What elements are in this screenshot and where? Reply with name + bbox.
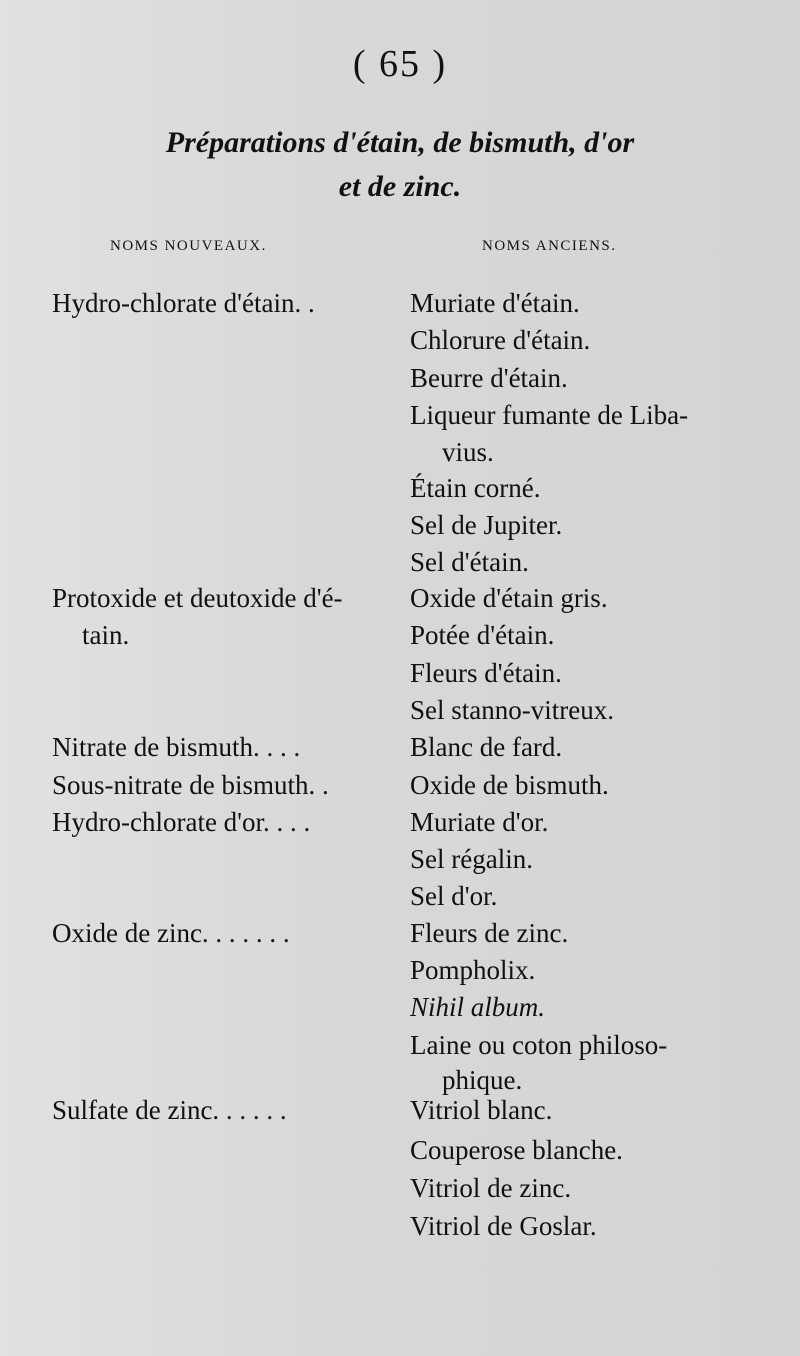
section-title-line-2: et de zinc. (338, 170, 462, 203)
section-title-line-1: Préparations d'étain, de bismuth, d'or (165, 126, 635, 159)
old-name-entry: Sel stanno-vitreux. (410, 695, 614, 725)
old-name-entry: Sel régalin. (410, 844, 533, 874)
old-name-entry: Oxide d'étain gris. (410, 583, 608, 613)
old-name-entry: Liqueur fumante de Liba- (410, 400, 689, 430)
new-name-entry-continuation: tain. (82, 620, 130, 650)
page-number: ( 65 ) (352, 43, 448, 85)
old-name-entry: Pompholix. (410, 955, 536, 985)
old-name-entry: Vitriol blanc. (410, 1095, 553, 1125)
new-name-entry: Protoxide et deutoxide d'é- (52, 583, 343, 613)
old-name-entry: Chlorure d'étain. (410, 325, 591, 355)
old-name-entry: Laine ou coton philoso- (410, 1030, 668, 1060)
old-name-entry: Muriate d'étain. (410, 288, 580, 318)
new-name-entry: Hydro-chlorate d'étain. . (52, 288, 315, 318)
old-name-entry: Sel d'or. (410, 881, 498, 911)
old-name-entry-continuation: phique. (442, 1065, 523, 1095)
column-header-new-names: NOMS NOUVEAUX. (110, 238, 267, 254)
old-name-entry: Nihil album. (410, 992, 546, 1022)
old-name-entry: Vitriol de zinc. (410, 1173, 572, 1203)
old-name-entry: Sel d'étain. (410, 547, 529, 577)
column-header-old-names: NOMS ANCIENS. (482, 238, 617, 254)
old-name-entry: Beurre d'étain. (410, 363, 568, 393)
new-name-entry: Oxide de zinc. . . . . . . (52, 918, 290, 948)
old-name-entry: Étain corné. (410, 473, 541, 503)
new-name-entry: Sulfate de zinc. . . . . . (52, 1095, 287, 1125)
old-name-entry: Sel de Jupiter. (410, 510, 563, 540)
new-name-entry: Sous-nitrate de bismuth. . (52, 770, 329, 800)
old-name-entry: Blanc de fard. (410, 732, 563, 762)
old-name-entry: Couperose blanche. (410, 1135, 623, 1165)
old-name-entry: Fleurs de zinc. (410, 918, 569, 948)
old-name-entry: Vitriol de Goslar. (410, 1211, 597, 1241)
old-name-entry: Oxide de bismuth. (410, 770, 609, 800)
old-name-entry-continuation: vius. (442, 437, 494, 467)
old-name-entry: Fleurs d'étain. (410, 658, 562, 688)
old-name-entry: Potée d'étain. (410, 620, 555, 650)
new-name-entry: Nitrate de bismuth. . . . (52, 732, 301, 762)
old-name-entry: Muriate d'or. (410, 807, 549, 837)
new-name-entry: Hydro-chlorate d'or. . . . (52, 807, 311, 837)
